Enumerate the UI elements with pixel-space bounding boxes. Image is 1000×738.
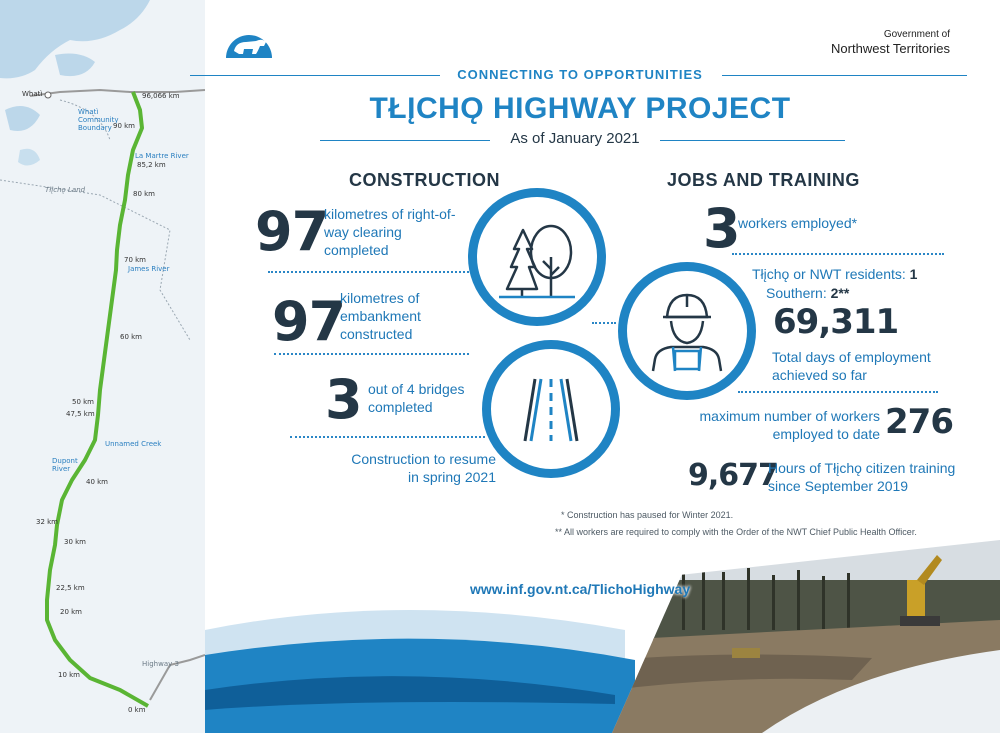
page-title: TŁĮCHǪ HIGHWAY PROJECT xyxy=(369,92,791,125)
connector-dots xyxy=(592,322,616,324)
route-map xyxy=(0,0,205,733)
map-label-km20: 20 km xyxy=(60,608,83,616)
map-label-km10: 10 km xyxy=(58,671,81,679)
map-label-boundary: Whatì Community Boundary xyxy=(78,108,119,132)
map-label-unnamed-creek: Unnamed Creek xyxy=(105,440,162,448)
residents-value: 1 xyxy=(909,266,918,282)
website-link[interactable]: www.inf.gov.nt.ca/TlichoHighway xyxy=(470,581,691,597)
jobs-heading: JOBS AND TRAINING xyxy=(667,170,860,190)
map-label-km22: 22,5 km xyxy=(56,584,85,592)
workers-text: workers employed* xyxy=(738,215,858,231)
divider-3 xyxy=(290,436,485,438)
government-line2: Northwest Territories xyxy=(831,41,950,56)
date-rule-left xyxy=(320,140,490,141)
tagline-rule-right xyxy=(722,75,967,76)
map-label-la-martre: La Martre River xyxy=(135,152,189,160)
divider-5 xyxy=(738,391,938,393)
map-label-james-river: James River xyxy=(128,265,170,273)
footnote-2: ** All workers are required to comply with the Order of the NWT Chief Public Health Officer. xyxy=(555,527,917,537)
resume-text: Construction to resume in spring 2021 xyxy=(351,451,496,485)
government-line1: Government of xyxy=(883,29,950,40)
worker-icon xyxy=(618,262,756,400)
residents-row xyxy=(752,266,917,282)
bridges-text: out of 4 bridges completed xyxy=(368,381,465,415)
divider-4 xyxy=(732,253,944,255)
map-label-whati: Whatì xyxy=(22,90,43,98)
tagline: CONNECTING TO OPPORTUNITIES xyxy=(457,67,703,82)
clearing-text: kilometres of right-of-way clearing completed xyxy=(324,206,456,258)
map-label-km60: 60 km xyxy=(120,333,143,341)
map-label-km30: 30 km xyxy=(64,538,87,546)
date-subtitle: As of January 2021 xyxy=(510,130,640,147)
map-label-km85: 85,2 km xyxy=(137,161,166,169)
embankment-value: 97 xyxy=(272,290,346,353)
hours-value: 9,677 xyxy=(688,458,778,493)
divider-2 xyxy=(274,353,469,355)
southern-label: Southern: xyxy=(766,285,827,301)
map-label-highway3: Highway 3 xyxy=(142,660,179,668)
map-label-km50: 50 km xyxy=(72,398,95,406)
map-label-km80: 80 km xyxy=(133,190,156,198)
divider-1 xyxy=(268,271,472,273)
workers-value: 3 xyxy=(703,197,740,260)
days-text: Total days of employment achieved so far xyxy=(772,349,931,383)
footnote-1: * Construction has paused for Winter 2021. xyxy=(561,510,734,520)
bridges-value: 3 xyxy=(325,368,362,431)
map-label-dupont-river: Dupont River xyxy=(52,457,78,473)
map-label-km96: 96,066 km xyxy=(142,92,180,100)
map-label-km70: 70 km xyxy=(124,256,147,264)
trees-icon xyxy=(468,188,606,326)
southern-row xyxy=(766,285,849,301)
days-value: 69,311 xyxy=(773,302,899,342)
polar-bear-icon xyxy=(222,18,276,60)
embankment-text: kilometres of embankment constructed xyxy=(340,290,421,342)
construction-heading: CONSTRUCTION xyxy=(349,170,500,190)
map-label-km40: 40 km xyxy=(86,478,109,486)
road-icon xyxy=(482,340,620,478)
map-label-tlicho-land: Tłįchǫ Land xyxy=(45,186,86,194)
southern-value: 2** xyxy=(830,285,850,301)
hours-text: Hours of Tłįchǫ citizen training since September 2019 xyxy=(768,460,956,494)
tagline-rule-left xyxy=(190,75,440,76)
residents-label: Tłįchǫ or NWT residents: xyxy=(752,266,906,282)
map-label-km47: 47,5 km xyxy=(66,410,95,418)
clearing-value: 97 xyxy=(255,200,329,263)
date-rule-right xyxy=(660,140,845,141)
map-label-km32: 32 km xyxy=(36,518,59,526)
map-label-km90: 90 km xyxy=(113,122,136,130)
max-workers-value: 276 xyxy=(885,402,953,442)
map-label-km0: 0 km xyxy=(128,706,146,714)
max-workers-text: maximum number of workers employed to date xyxy=(699,408,880,442)
